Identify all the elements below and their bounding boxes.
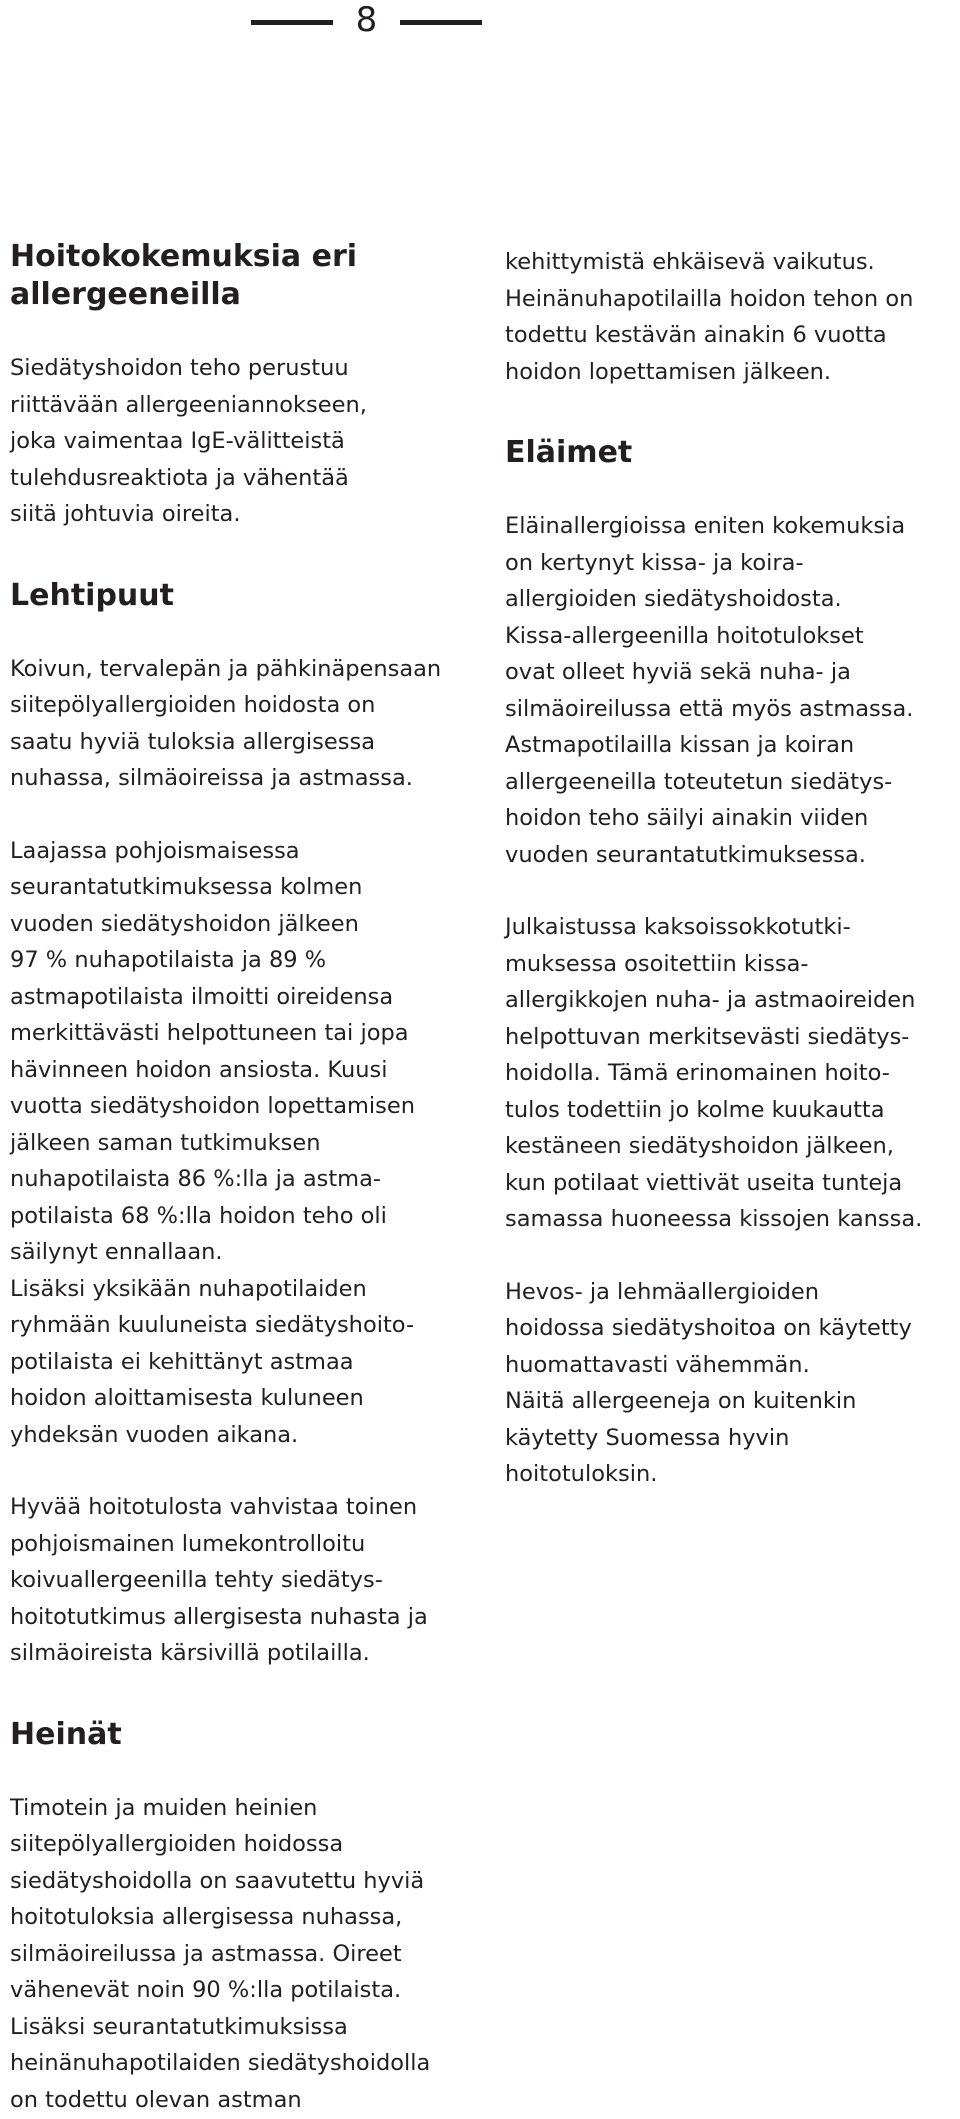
- section-heading-main: Hoitokokemuksia eri allergeeneilla: [10, 239, 358, 312]
- left-column: [10, 238, 480, 2118]
- elaimet-paragraph-3: Hevos- ja lehmäallergioiden hoidossa siedätyshoitoa on käytetty huomattavasti vähemmän. Näitä allergeeneja on kuitenkin käytetty Suomessa hyvin hoitotuloksin.: [505, 1278, 912, 1487]
- heading-lehtipuut: Lehtipuut: [10, 577, 174, 613]
- page-header: [0, 0, 960, 60]
- heading-elaimet: Eläimet: [505, 435, 633, 470]
- elaimet-paragraph-2: Julkaistussa kaksoissokkotutki- muksessa osoitettiin kissa- allergikkojen nuha- ja astmaoireiden helpottuvan merkitsevästi siedätys- hoidolla. Tämä erinomainen hoito- tulos todettiin jo kolme kuukautta kestäneen siedätyshoidon jälkeen, kun potilaat viettivät useita tunteja samassa huoneessa kissojen kanssa.: [505, 914, 923, 1232]
- heading-heinat: Heinät: [10, 1716, 122, 1752]
- heinat-continuation-paragraph: kehittymistä ehkäisevä vaikutus. Heinänuhapotilailla hoidon tehon on todettu kestävän ainakin 6 vuotta hoidon lopettamisen jälkeen.: [505, 249, 914, 385]
- intro-paragraph: Siedätyshoidon teho perustuu riittävään allergeeniannokseen, joka vaimentaa IgE-välitteistä tulehdusreaktiota ja vähentää siitä johtuvia oireita.: [10, 355, 367, 527]
- page-number: 8: [355, 0, 378, 40]
- right-column: [505, 244, 955, 1493]
- elaimet-paragraph-1: Eläinallergioissa eniten kokemuksia on kertynyt kissa- ja koira- allergioiden siedätyshoidosta. Kissa-allergeenilla hoitotulokset ovat olleet hyviä sekä nuha- ja silmäoireilussa että myös astmassa. Astmapotilailla kissan ja koiran allergeeneilla toteutetun siedätys- hoidon teho säilyi ainakin viiden vuoden seurantatutkimuksessa.: [505, 513, 914, 868]
- lehtipuut-paragraph-3: Hyvää hoitotulosta vahvistaa toinen pohjoismainen lumekontrolloitu koivuallergeenilla tehty siedätys- hoitotutkimus allergisesta nuhasta ja silmäoireista kärsivillä potilailla.: [10, 1494, 428, 1666]
- header-rule-right: [400, 20, 482, 25]
- lehtipuut-paragraph-1: Koivun, tervalepän ja pähkinäpensaan siitepölyallergioiden hoidosta on saatu hyviä tuloksia allergisessa nuhassa, silmäoireissa ja astmassa.: [10, 655, 442, 791]
- header-rule-left: [251, 20, 333, 25]
- heinat-paragraph: Timotein ja muiden heinien siitepölyallergioiden hoidossa siedätyshoidolla on saavutettu hyviä hoitotuloksia allergisessa nuhassa, silmäoireilussa ja astmassa. Oireet vähenevät noin 90 %:lla potilaista. Lisäksi seurantatutkimuksissa heinänuhapotilaiden siedätyshoidolla on todettu olevan astman: [10, 1794, 431, 2113]
- lehtipuut-paragraph-2: Laajassa pohjoismaisessa seurantatutkimuksessa kolmen vuoden siedätyshoidon jälkeen 97 % nuhapotilaista ja 89 % astmapotilaista ilmoitti oireidensa merkittävästi helpottuneen tai jopa hävinneen hoidon ansiosta. Kuusi vuotta siedätyshoidon lopettamisen jälkeen saman tutkimuksen nuhapotilaista 86 %:lla ja astma- potilaista 68 %:lla hoidon teho oli säilynyt ennallaan. Lisäksi yksikään nuhapotilaiden ryhmään kuuluneista siedätyshoito- potilaista ei kehittänyt astmaa hoidon aloittamisesta kuluneen yhdeksän vuoden aikana.: [10, 837, 415, 1448]
